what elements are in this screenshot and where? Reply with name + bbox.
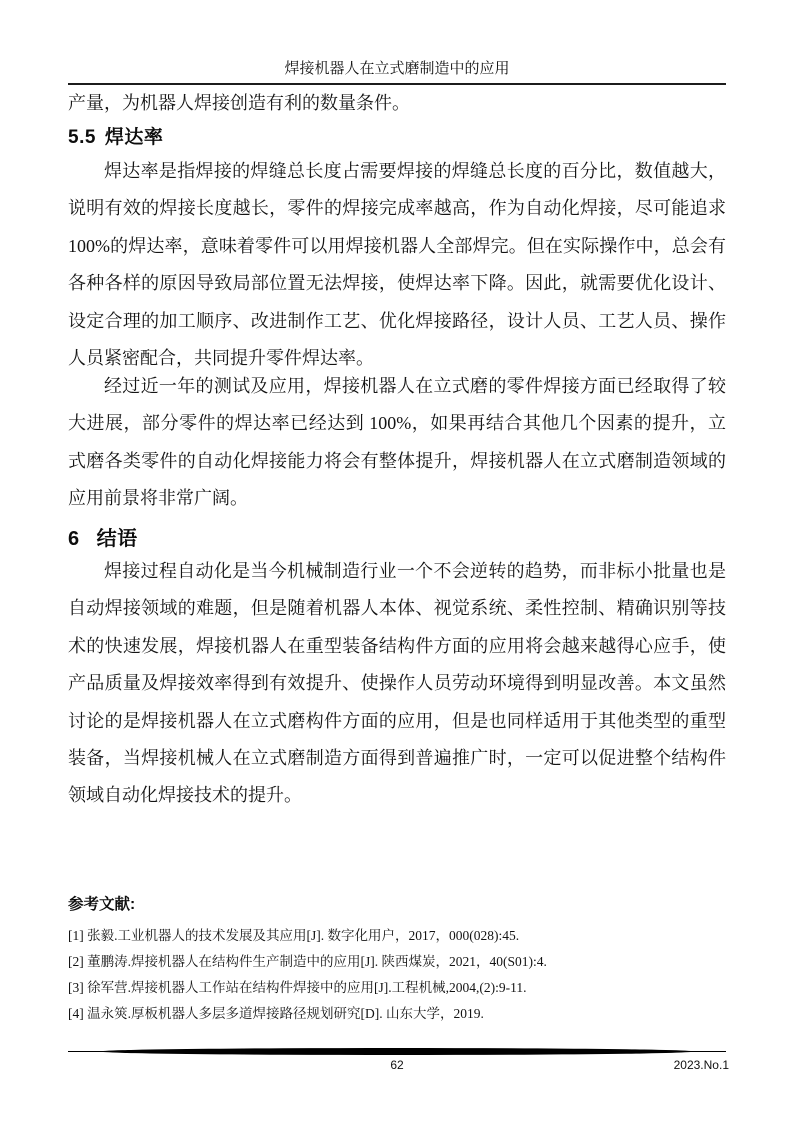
section-number: 6 (68, 528, 80, 550)
section-heading-5-5 (68, 122, 163, 149)
section-heading-6 (68, 522, 138, 551)
paragraph: 焊达率是指焊接的焊缝总长度占需要焊接的焊缝总长度的百分比，数值越大，说明有效的焊接长度越长，零件的焊接完成率越高，作为自动化焊接，尽可能追求 100%的焊达率，意味着零件可以用焊接机器人全部焊完。但在实际操作中，总会有各种各样的原因导致局部位置无法焊接，使焊达率下降。因此，就需要优化设计、设定合理的加工顺序、改进制作工艺、优化焊接路径，设计人员、工艺人员、操作人员紧密配合，共同提升零件焊达率。 (68, 161, 726, 369)
page-number: 62 (390, 1058, 404, 1072)
paragraph-continuation: 产量，为机器人焊接创造有利的数量条件。 (68, 93, 410, 113)
reference-item: [2] 董鹏涛.焊接机器人在结构件生产制造中的应用[J]. 陕西煤炭，2021，40(S01):4. (68, 954, 547, 969)
footer-rule-lens (100, 1048, 694, 1055)
section-title: 结语 (96, 528, 138, 550)
paragraph: 焊接过程自动化是当今机械制造行业一个不会逆转的趋势，而非标小批量也是自动焊接领域的难题，但是随着机器人本体、视觉系统、柔性控制、精确识别等技术的快速发展，焊接机器人在重型装备结构件方面的应用将会越来越得心应手，使产品质量及焊接效率得到有效提升、使操作人员劳动环境得到明显改善。本文虽然讨论的是焊接机器人在立式磨构件方面的应用，但是也同样适用于其他类型的重型装备，当焊接机械人在立式磨制造方面得到普遍推广时，一定可以促进整个结构件领域自动化焊接技术的提升。 (68, 561, 726, 806)
issue-label: 2023.No.1 (673, 1058, 729, 1072)
reference-item: [3] 徐军营.焊接机器人工作站在结构件焊接中的应用[J].工程机械,2004,(2):9-11. (68, 980, 527, 995)
paragraph: 经过近一年的测试及应用，焊接机器人在立式磨的零件焊接方面已经取得了较大进展，部分零件的焊达率已经达到 100%，如果再结合其他几个因素的提升，立式磨各类零件的自动化焊接能力将会有整体提升，焊接机器人在立式磨制造领域的应用前景将非常广阔。 (68, 376, 726, 509)
reference-item: [1] 张毅.工业机器人的技术发展及其应用[J]. 数字化用户，2017，000(028):45. (68, 928, 520, 943)
reference-item: [4] 温永筴.厚板机器人多层多道焊接路径规划研究[D]. 山东大学，2019. (68, 1006, 484, 1021)
references-heading: 参考文献: (68, 896, 136, 913)
section-number: 5.5 (68, 127, 96, 148)
section-title: 焊达率 (104, 127, 164, 148)
references-list (68, 923, 726, 1027)
running-header-title: 焊接机器人在立式磨制造中的应用 (284, 61, 510, 77)
header-rule (68, 83, 726, 85)
